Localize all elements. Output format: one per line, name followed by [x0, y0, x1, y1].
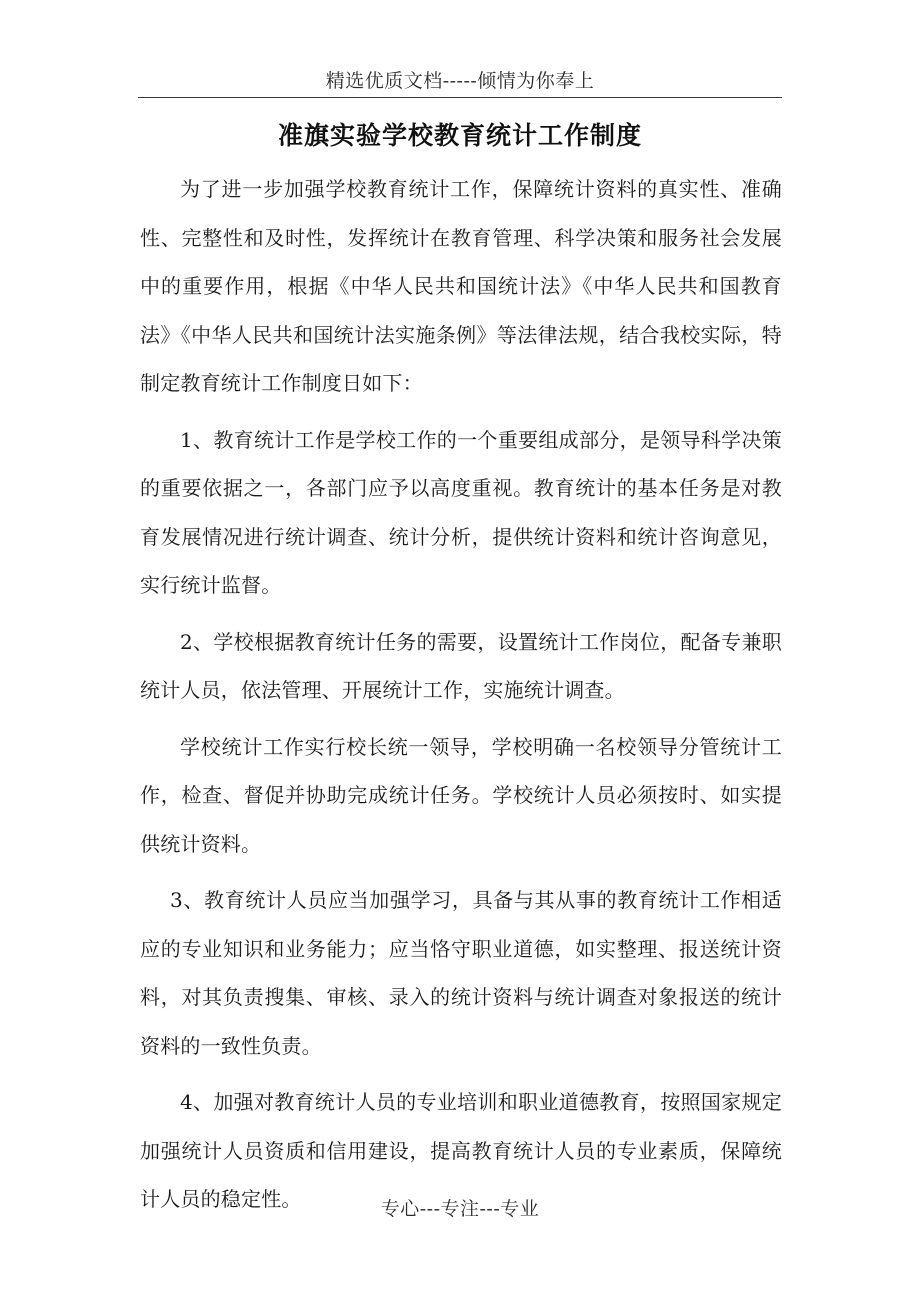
page-header: 精选优质文档-----倾情为你奉上	[325, 70, 595, 92]
paragraph-item-4: 4、加强对教育统计人员的专业培训和职业道德教育，按照国家规定加强统计人员资质和信用建设，提高教育统计人员的专业素质，保障统计人员的稳定性。	[140, 1090, 782, 1211]
page-footer: 专心---专注---专业	[380, 1198, 540, 1220]
paragraph-item-2: 2、学校根据教育统计任务的需要，设置统计工作岗位，配备专兼职统计人员，依法管理、开展统计工作，实施统计调查。	[140, 629, 782, 702]
document-body	[140, 165, 782, 1232]
document-title: 准旗实验学校教育统计工作制度	[277, 121, 642, 150]
paragraph-item-1: 1、教育统计工作是学校工作的一个重要组成部分，是领导科学决策的重要依据之一，各部门应予以高度重视。教育统计的基本任务是对教育发展情况进行统计调查、统计分析，提供统计资料和统计咨询意见，实行统计监督。	[140, 427, 782, 597]
paragraph-item-3: 3、教育统计人员应当加强学习，具备与其从事的教育统计工作相适应的专业知识和业务能力；应当恪守职业道德，如实整理、报送统计资料，对其负责搜集、审核、录入的统计资料与统计调查对象报送的统计资料的一致性负责。	[140, 888, 782, 1058]
paragraph-intro: 为了进一步加强学校教育统计工作，保障统计资料的真实性、准确性、完整性和及时性，发挥统计在教育管理、科学决策和服务社会发展中的重要作用，根据《中华人民共和国统计法》《中华人民共和国教育法》《中华人民共和国统计法实施条例》等法律法规，结合我校实际，特制定教育统计工作制度日如下：	[140, 177, 782, 395]
header-divider	[138, 97, 782, 98]
paragraph-item-2-continued: 学校统计工作实行校长统一领导，学校明确一名校领导分管统计工作，检查、督促并协助完成统计任务。学校统计人员必须按时、如实提供统计资料。	[140, 734, 782, 856]
